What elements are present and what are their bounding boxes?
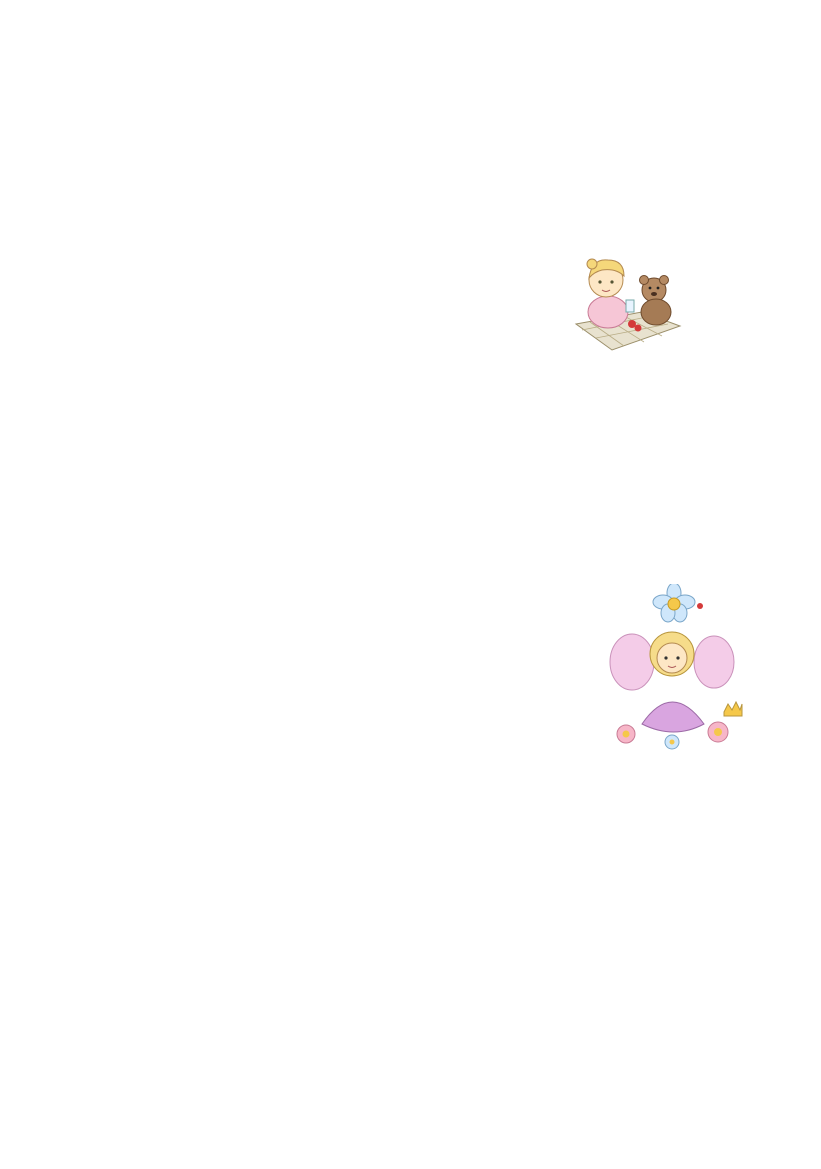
worksheet-title xyxy=(78,88,698,178)
fairy-illustration xyxy=(602,584,744,756)
girl-teddy-illustration xyxy=(572,246,682,354)
